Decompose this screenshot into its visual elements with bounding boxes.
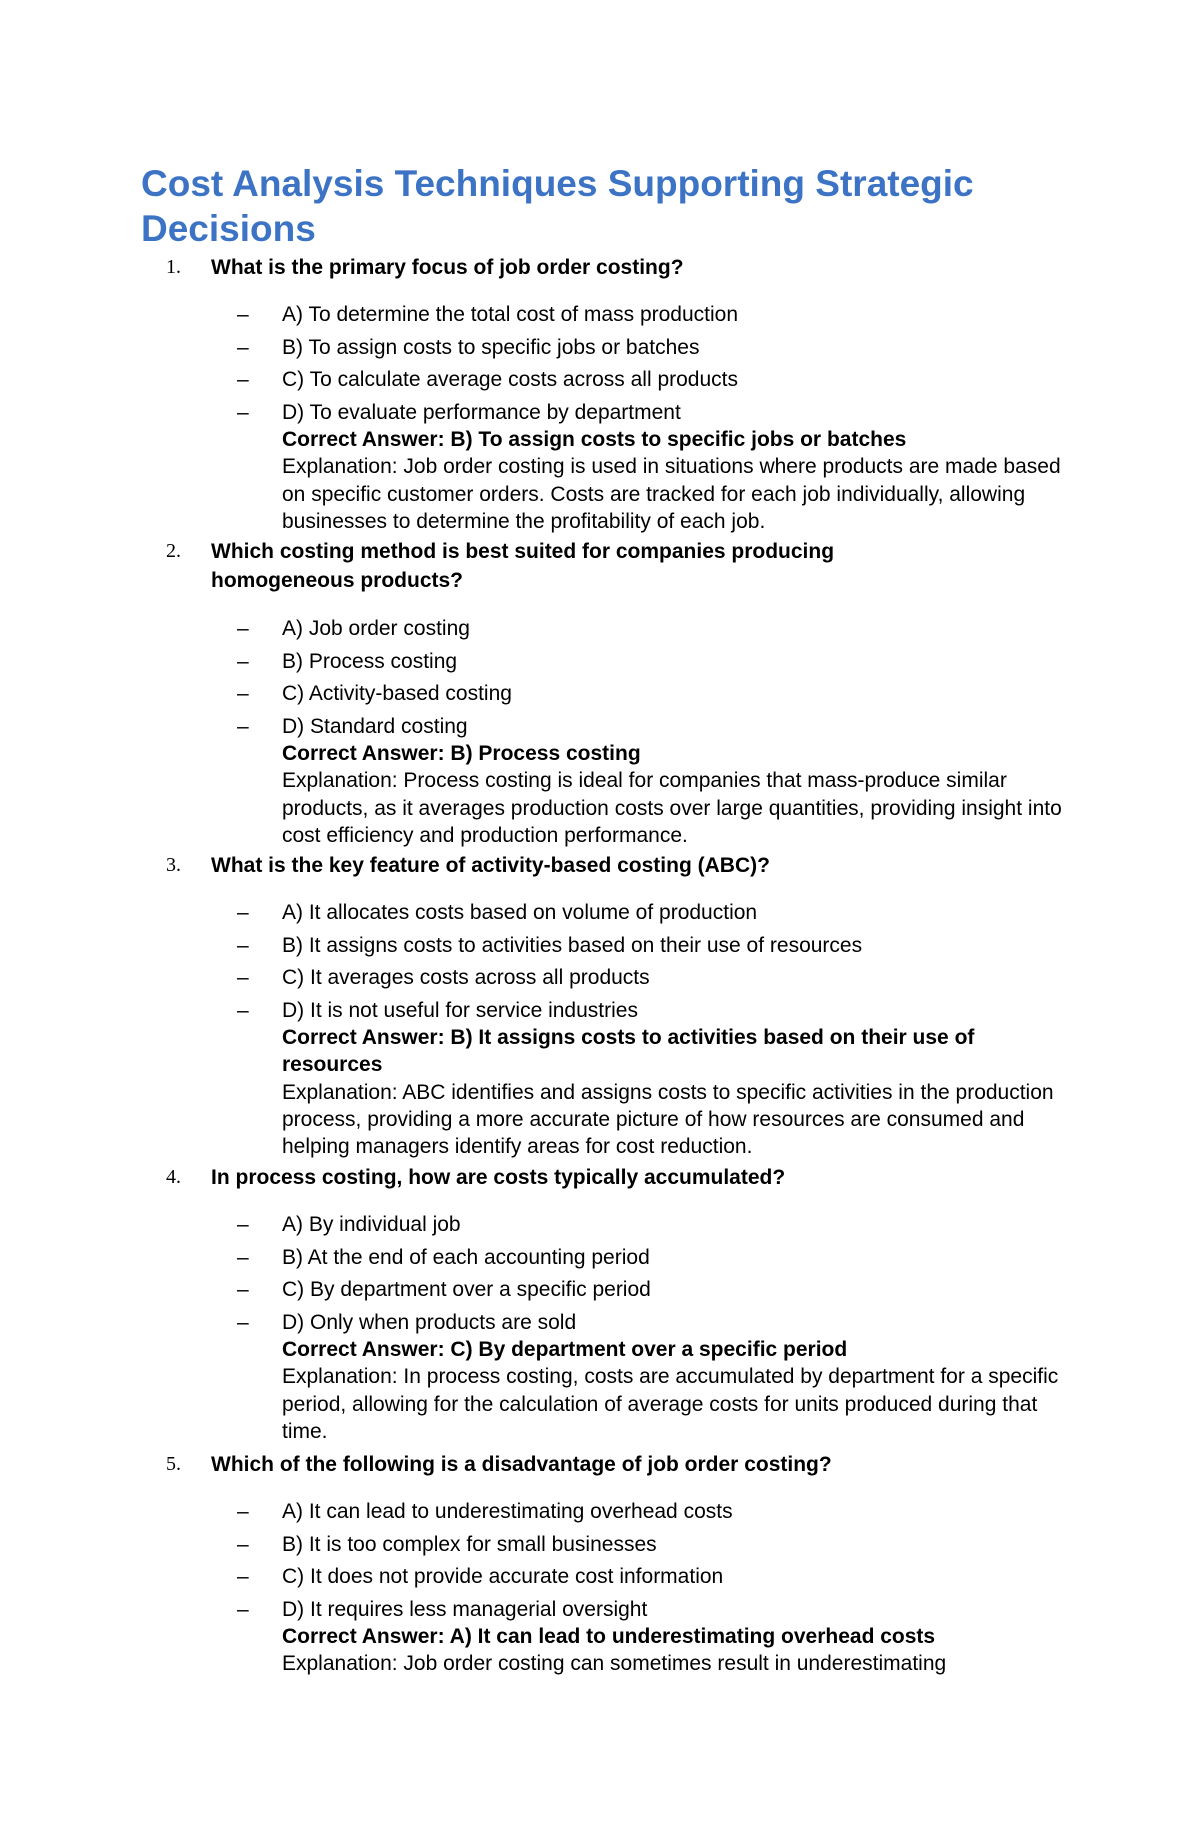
question-text: Which costing method is best suited for companies producing homogeneous products? (211, 540, 835, 592)
question-number: 1. (166, 256, 181, 278)
option-text: C) By department over a specific period (282, 1278, 651, 1302)
explanation-text: Explanation: Job order costing is used in situations where products are made based on specific customer orders. Costs are tracked for each job individually, allowing businesses to determine the profitability of each job. (282, 455, 1061, 533)
option-item (0, 1307, 1200, 1340)
explanation-text: Explanation: In process costing, costs are accumulated by department for a specific period, allowing for the calculation of average costs for units produced during that time. (282, 1365, 1059, 1443)
answer-block (282, 1024, 1072, 1160)
correct-answer: Correct Answer: B) To assign costs to specific jobs or batches (282, 428, 907, 451)
option-item (0, 1594, 1200, 1627)
option-text: C) It averages costs across all products (282, 966, 650, 990)
explanation-text: Explanation: Job order costing can sometimes result in underestimating (282, 1652, 947, 1676)
question-number: 3. (166, 854, 181, 876)
option-text: D) It requires less managerial oversight (282, 1598, 648, 1622)
bullet-dash: – (237, 1311, 249, 1335)
option-list (0, 1209, 1200, 1340)
bullet-dash: – (237, 966, 249, 990)
page-title: Cost Analysis Techniques Supporting Strategic Decisions (141, 163, 974, 249)
option-text: D) Only when products are sold (282, 1311, 577, 1335)
bullet-dash: – (237, 368, 249, 392)
option-item (0, 897, 1200, 930)
correct-answer: Correct Answer: B) Process costing (282, 742, 641, 765)
option-item (0, 1529, 1200, 1562)
bullet-dash: – (237, 1213, 249, 1236)
bullet-dash: – (237, 1500, 249, 1523)
option-item (0, 364, 1200, 397)
bullet-dash: – (237, 617, 249, 640)
option-item (0, 613, 1200, 646)
option-text: B) It assigns costs to activities based on their use of resources (282, 933, 863, 957)
bullet-dash: – (237, 1598, 249, 1622)
bullet-dash: – (237, 715, 249, 739)
option-list (0, 897, 1200, 1028)
option-text: A) It can lead to underestimating overhead costs (282, 1500, 733, 1523)
option-list (0, 299, 1200, 430)
option-text: C) To calculate average costs across all products (282, 368, 738, 392)
bullet-dash: – (237, 401, 249, 425)
bullet-dash: – (237, 1532, 249, 1556)
option-item (0, 962, 1200, 995)
option-text: D) Standard costing (282, 715, 468, 739)
option-list (0, 1496, 1200, 1627)
bullet-dash: – (237, 682, 249, 706)
bullet-dash: – (237, 901, 249, 924)
bullet-dash: – (237, 1278, 249, 1302)
option-item (0, 1209, 1200, 1242)
option-item (0, 1496, 1200, 1529)
option-text: A) By individual job (282, 1213, 461, 1236)
correct-answer: Correct Answer: B) It assigns costs to activities based on their use of resources (282, 1026, 975, 1077)
option-text: C) It does not provide accurate cost information (282, 1565, 724, 1589)
option-item (0, 711, 1200, 744)
option-text: B) To assign costs to specific jobs or batches (282, 335, 700, 359)
bullet-dash: – (237, 335, 249, 359)
option-item (0, 1274, 1200, 1307)
explanation-text: Explanation: Process costing is ideal for companies that mass-produce similar products, as it averages production costs over large quantities, providing insight into cost efficiency and production performance. (282, 769, 1062, 847)
option-item (0, 930, 1200, 963)
question-text: In process costing, how are costs typically accumulated? (211, 1166, 786, 1189)
option-text: A) It allocates costs based on volume of production (282, 901, 758, 924)
question-text: What is the primary focus of job order costing? (211, 256, 684, 279)
correct-answer: Correct Answer: A) It can lead to underestimating overhead costs (282, 1625, 936, 1648)
answer-block (282, 740, 1072, 849)
option-text: A) Job order costing (282, 617, 470, 640)
option-text: B) Process costing (282, 649, 458, 673)
bullet-dash: – (237, 649, 249, 673)
question-number: 2. (166, 540, 181, 562)
explanation-text: Explanation: ABC identifies and assigns costs to specific activities in the production process, providing a more accurate picture of how resources are consumed and helping managers identify areas for cost reduction. (282, 1080, 1054, 1159)
option-text: B) At the end of each accounting period (282, 1245, 650, 1269)
option-item (0, 332, 1200, 365)
bullet-dash: – (237, 1565, 249, 1589)
option-text: D) It is not useful for service industries (282, 999, 638, 1023)
question-text: What is the key feature of activity-based costing (ABC)? (211, 854, 770, 877)
bullet-dash: – (237, 933, 249, 957)
option-text: C) Activity-based costing (282, 682, 512, 706)
option-text: D) To evaluate performance by department (282, 401, 681, 425)
answer-block (282, 1623, 1072, 1678)
option-item (0, 299, 1200, 332)
option-list (0, 613, 1200, 744)
option-text: B) It is too complex for small businesses (282, 1532, 657, 1556)
option-item (0, 646, 1200, 679)
answer-block (282, 426, 1072, 535)
option-text: A) To determine the total cost of mass production (282, 303, 739, 326)
bullet-dash: – (237, 999, 249, 1023)
correct-answer: Correct Answer: C) By department over a specific period (282, 1338, 848, 1361)
option-item (0, 1242, 1200, 1275)
option-item (0, 1561, 1200, 1594)
option-item (0, 678, 1200, 711)
option-item (0, 995, 1200, 1028)
question-text: Which of the following is a disadvantage of job order costing? (211, 1453, 832, 1476)
option-item (0, 397, 1200, 430)
question-number: 5. (166, 1453, 181, 1475)
answer-block (282, 1336, 1072, 1445)
bullet-dash: – (237, 1245, 249, 1269)
question-number: 4. (166, 1166, 181, 1188)
bullet-dash: – (237, 303, 249, 326)
